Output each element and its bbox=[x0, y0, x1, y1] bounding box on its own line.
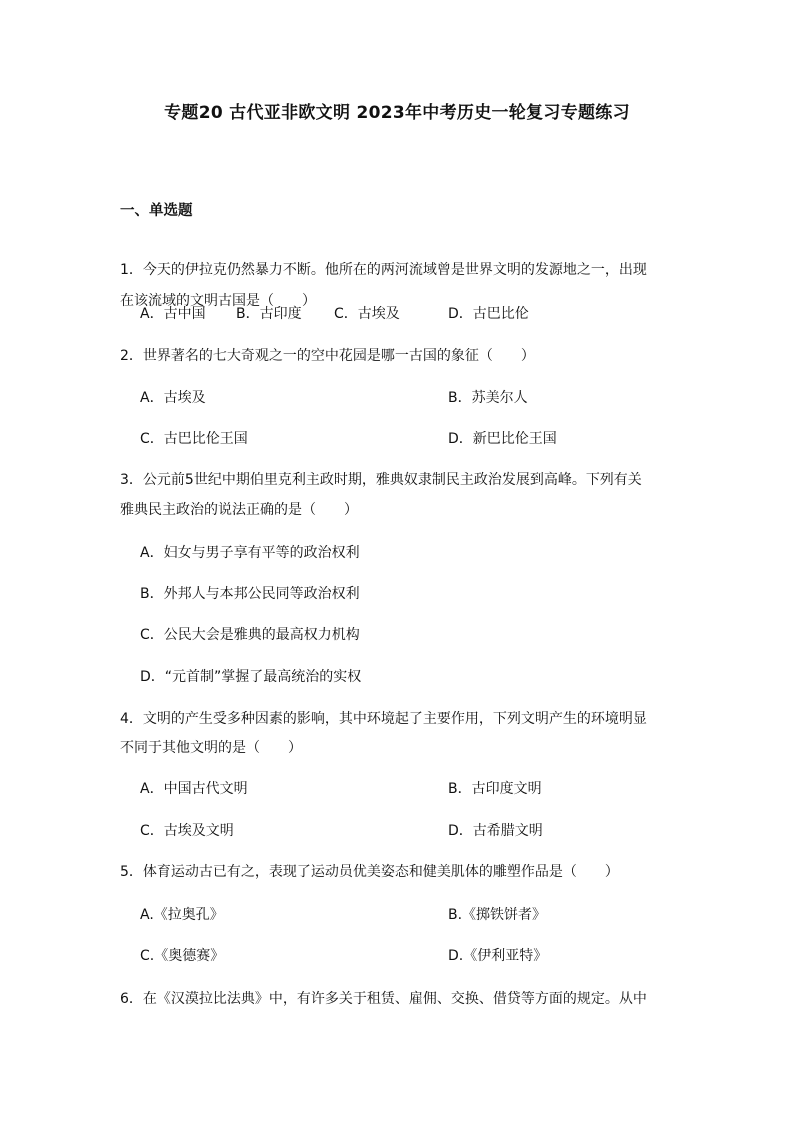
question-2-line-1: 2．世界著名的七大奇观之一的空中花园是哪一古国的象征（ ） bbox=[120, 348, 535, 364]
question-5-option-d: D.《伊利亚特》 bbox=[448, 948, 548, 964]
question-2-option-d: D．新巴比伦王国 bbox=[448, 431, 557, 447]
question-1-option-c: C．古埃及 bbox=[334, 306, 400, 322]
question-5-line-1: 5．体育运动古已有之，表现了运动员优美姿态和健美肌体的雕塑作品是（ ） bbox=[120, 864, 619, 880]
question-4-option-c: C．古埃及文明 bbox=[140, 823, 234, 839]
question-1-option-b: B．古印度 bbox=[236, 306, 302, 322]
question-6-line-1: 6．在《汉漠拉比法典》中，有许多关于租赁、雇佣、交换、借贷等方面的规定。从中 bbox=[120, 991, 647, 1007]
question-2-option-b: B．苏美尔人 bbox=[448, 390, 528, 406]
question-3-line-1: 3．公元前5世纪中期伯里克利主政时期，雅典奴隶制民主政治发展到高峰。下列有关 bbox=[120, 472, 642, 488]
question-3-line-2: 雅典民主政治的说法正确的是（ ） bbox=[120, 502, 358, 518]
question-1-line-1: 1．今天的伊拉克仍然暴力不断。他所在的两河流域曾是世界文明的发源地之一，出现 bbox=[120, 262, 647, 278]
question-2-option-c: C．古巴比伦王国 bbox=[140, 431, 248, 447]
question-3-option-b: B．外邦人与本邦公民同等政治权利 bbox=[140, 586, 360, 602]
question-5-option-c: C.《奥德赛》 bbox=[140, 948, 225, 964]
question-4-option-d: D．古希腊文明 bbox=[448, 823, 543, 839]
question-4-line-1: 4．文明的产生受多种因素的影响，其中环境起了主要作用，下列文明产生的环境明显 bbox=[120, 711, 647, 727]
page-title: 专题20 古代亚非欧文明 2023年中考历史一轮复习专题练习 bbox=[164, 103, 630, 123]
question-3-option-d: D．“元首制”掌握了最高统治的实权 bbox=[140, 669, 362, 685]
question-4-option-a: A．中国古代文明 bbox=[140, 781, 248, 797]
question-2-option-a: A．古埃及 bbox=[140, 390, 206, 406]
section-heading: 一、单选题 bbox=[120, 203, 193, 219]
question-1-option-d: D．古巴比伦 bbox=[448, 306, 529, 322]
question-4-option-b: B．古印度文明 bbox=[448, 781, 542, 797]
question-5-option-b: B.《掷铁饼者》 bbox=[448, 907, 547, 923]
question-3-option-c: C．公民大会是雅典的最高权力机构 bbox=[140, 627, 360, 643]
question-1-line-2: 在该流域的文明古国是（ ） bbox=[120, 293, 316, 309]
question-4-line-2: 不同于其他文明的是（ ） bbox=[120, 740, 302, 756]
question-5-option-a: A.《拉奥孔》 bbox=[140, 907, 224, 923]
question-3-option-a: A．妇女与男子享有平等的政治权利 bbox=[140, 545, 360, 561]
question-1-option-a: A．古中国 bbox=[140, 306, 206, 322]
